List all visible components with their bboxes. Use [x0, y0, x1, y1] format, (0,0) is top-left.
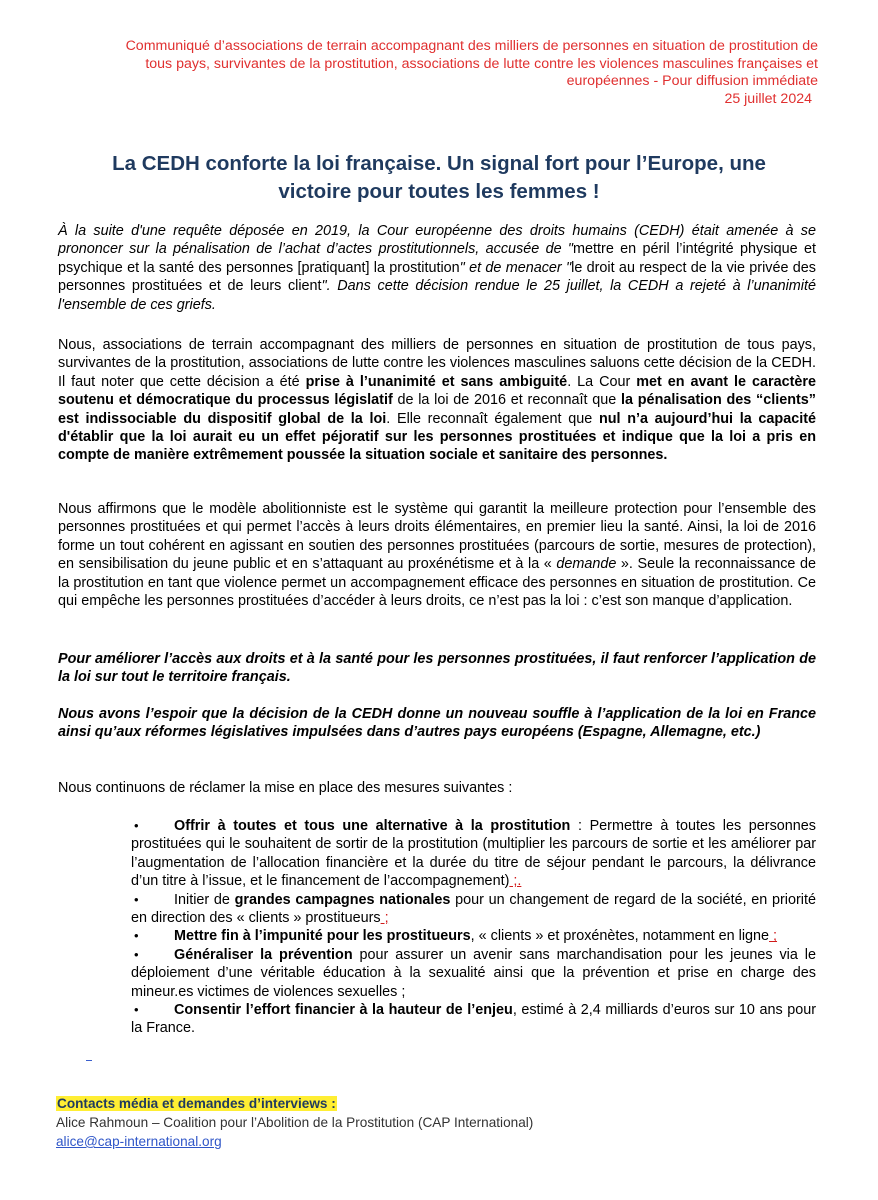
paragraph-emphasis: prise à l’unanimité et sans ambiguité	[305, 373, 568, 390]
measure-emphasis: grandes campagnes nationales	[234, 891, 451, 908]
list-item	[0, 891, 878, 928]
page-title	[40, 150, 838, 206]
contacts-title: Contacts média et demandes d’interviews :	[57, 1096, 336, 1111]
header-line: européennes - Pour diffusion immédiate	[566, 73, 818, 89]
bullet-icon: •	[134, 928, 139, 944]
lead-quote: mettre en péril l’intégrité physique et psychique et la santé des personnes [pratiquant] la prostitution	[58, 241, 816, 276]
paragraph-measures-intro	[58, 779, 816, 797]
measure-text: pour assurer un avenir sans marchandisation pour les jeunes via le déploiement d’une véritable éducation à la sexualité ainsi que la prévention et prise en charge des mineur.es victimes de violences sexuelles ;	[131, 946, 816, 1000]
paragraph-text: . La Cour	[567, 373, 637, 390]
revision-mark: ;	[769, 928, 778, 945]
lead-text: " et de menacer "	[459, 259, 572, 276]
paragraph-text: Nous, associations de terrain accompagnant des milliers de personnes en situation de prostitution de tous pays, survivantes de la prostitution, associations de lutte contre les violences masculines saluons cette décision de la CEDH. Il faut noter que cette décision a été	[58, 337, 816, 390]
list-item	[0, 1001, 878, 1038]
measure-text: , estimé à 2,4 milliards d’euros sur 10 ans pour la France.	[131, 1002, 816, 1037]
contact-email-link[interactable]: alice@cap-international.org	[56, 1134, 222, 1149]
paragraph-ruling	[58, 336, 816, 465]
paragraph-text: de la loi de 2016 et reconnaît que	[392, 392, 622, 409]
bullet-icon: •	[134, 891, 139, 907]
measure-emphasis: Généraliser la prévention	[174, 946, 353, 963]
measure-emphasis: Offrir à toutes et tous une alternative à la prostitution	[174, 818, 571, 834]
paragraph-emphasis: la pénalisation des “clients” est indissociable du dispositif global de la loi	[58, 392, 816, 427]
list-item	[0, 946, 878, 1001]
header-line: tous pays, survivantes de la prostitution, associations de lutte contre les violences masculines françaises et	[145, 55, 818, 72]
bullet-icon: •	[134, 818, 139, 833]
paragraph-text: . Elle reconnaît également que	[386, 410, 599, 427]
header-note	[60, 38, 818, 108]
paragraph-italic: demande	[556, 556, 617, 573]
paragraph-text: Nous continuons de réclamer la mise en place des mesures suivantes :	[58, 780, 513, 796]
paragraph-emphasis: nul n’a aujourd’hui la capacité d'établir que la loi aurait eu un effet péjoratif sur les personnes prostituées et indique que la loi a pris en compte de manière extrêmement poussée la situation sociale et sanitaire des personnes.	[58, 410, 816, 464]
bullet-icon: •	[134, 946, 139, 962]
lead-quote: le droit au respect de la vie privée des personnes prostituées et de leurs client	[58, 259, 816, 295]
measure-text: pour un changement de regard de la société, en priorité en direction des « clients » prostitueurs	[131, 891, 816, 927]
list-item	[0, 817, 878, 891]
release-date: 25 juillet 2024	[724, 90, 812, 107]
paragraph-text: Nous affirmons que le modèle abolitionniste est le système qui garantit la meilleure protection pour l’ensemble des personnes prostituées et qui permet l’accès à leurs droits élémentaires, en premier lieu la santé. Ainsi, la loi de 2016 forme un tout cohérent en agissant en soutien des personnes prostituées (parcours de sortie, mesures de protection), en sensibilisation du jeune public et en s’attaquant au proxénétisme et à la «	[58, 501, 816, 573]
paragraph-emphasis: met en avant le caractère soutenu et démocratique du processus législatif	[58, 373, 816, 409]
measure-emphasis: Mettre fin à l’impunité pour les prostitueurs	[174, 928, 471, 945]
lead-text: À la suite d'une requête déposée en 2019, la Cour européenne des droits humains (CEDH) était amenée à se prononcer sur la pénalisation de l’achat d’actes prostitutionnels, accusée de "	[58, 223, 816, 258]
paragraph-hope	[58, 705, 816, 742]
paragraph-call-to-enforce	[58, 650, 816, 687]
stray-mark	[86, 1060, 92, 1061]
contact-name: Alice Rahmoun – Coalition pour l’Abolition de la Prostitution (CAP International)	[56, 1115, 534, 1130]
revision-mark: ;.	[509, 873, 522, 890]
paragraph-text: Pour améliorer l’accès aux droits et à la santé pour les personnes prostituées, il faut renforcer l’application de la loi sur tout le territoire français.	[58, 651, 816, 686]
bullet-icon: •	[134, 1002, 139, 1018]
paragraph-text: Nous avons l’espoir que la décision de la CEDH donne un nouveau souffle à l’application de la loi en France ainsi qu’aux réformes législatives impulsées dans d’autres pays européens (Espagne, Allemagne, etc.)	[58, 706, 816, 741]
list-item	[0, 927, 878, 945]
measure-text: Initier de	[174, 891, 235, 908]
measure-text: : Permettre à toutes les personnes prostituées qui le souhaitent de sortir de la prostitution (multiplier les parcours de sortie et les améliorer par l’augmentation de l’allocation financière et la durée du titre de séjour pendant le parcours, la délivrance d’un titre à l’issue, et le financement de l’accompagnement)	[131, 818, 816, 890]
measures-list	[0, 817, 878, 1038]
title-line: La CEDH conforte la loi française. Un signal fort pour l’Europe, une	[112, 152, 766, 175]
measure-text: , « clients » et proxénètes, notamment en ligne	[470, 928, 770, 945]
paragraph-text: ». Seule la reconnaissance de la prostitution en tant que violence permet un accompagnement efficace des personnes en situation de prostitution. Ce qui empêche les personnes prostituées d’accéder à leurs droits, ce n’est pas la loi : c’est son manque d’application.	[58, 556, 816, 610]
revision-mark: ;	[380, 910, 389, 927]
contacts-block	[56, 1094, 533, 1151]
title-line: victoire pour toutes les femmes !	[278, 180, 600, 203]
paragraph-abolitionist-model	[58, 500, 816, 610]
lead-paragraph	[58, 222, 816, 314]
lead-text: ". Dans cette décision rendue le 25 juillet, la CEDH a rejeté à l’unanimité l'ensemble de ces griefs.	[58, 278, 816, 313]
measure-emphasis: Consentir l’effort financier à la hauteur de l’enjeu	[174, 1002, 513, 1019]
header-line: Communiqué d’associations de terrain accompagnant des milliers de personnes en situation de prostitution de	[125, 38, 818, 54]
